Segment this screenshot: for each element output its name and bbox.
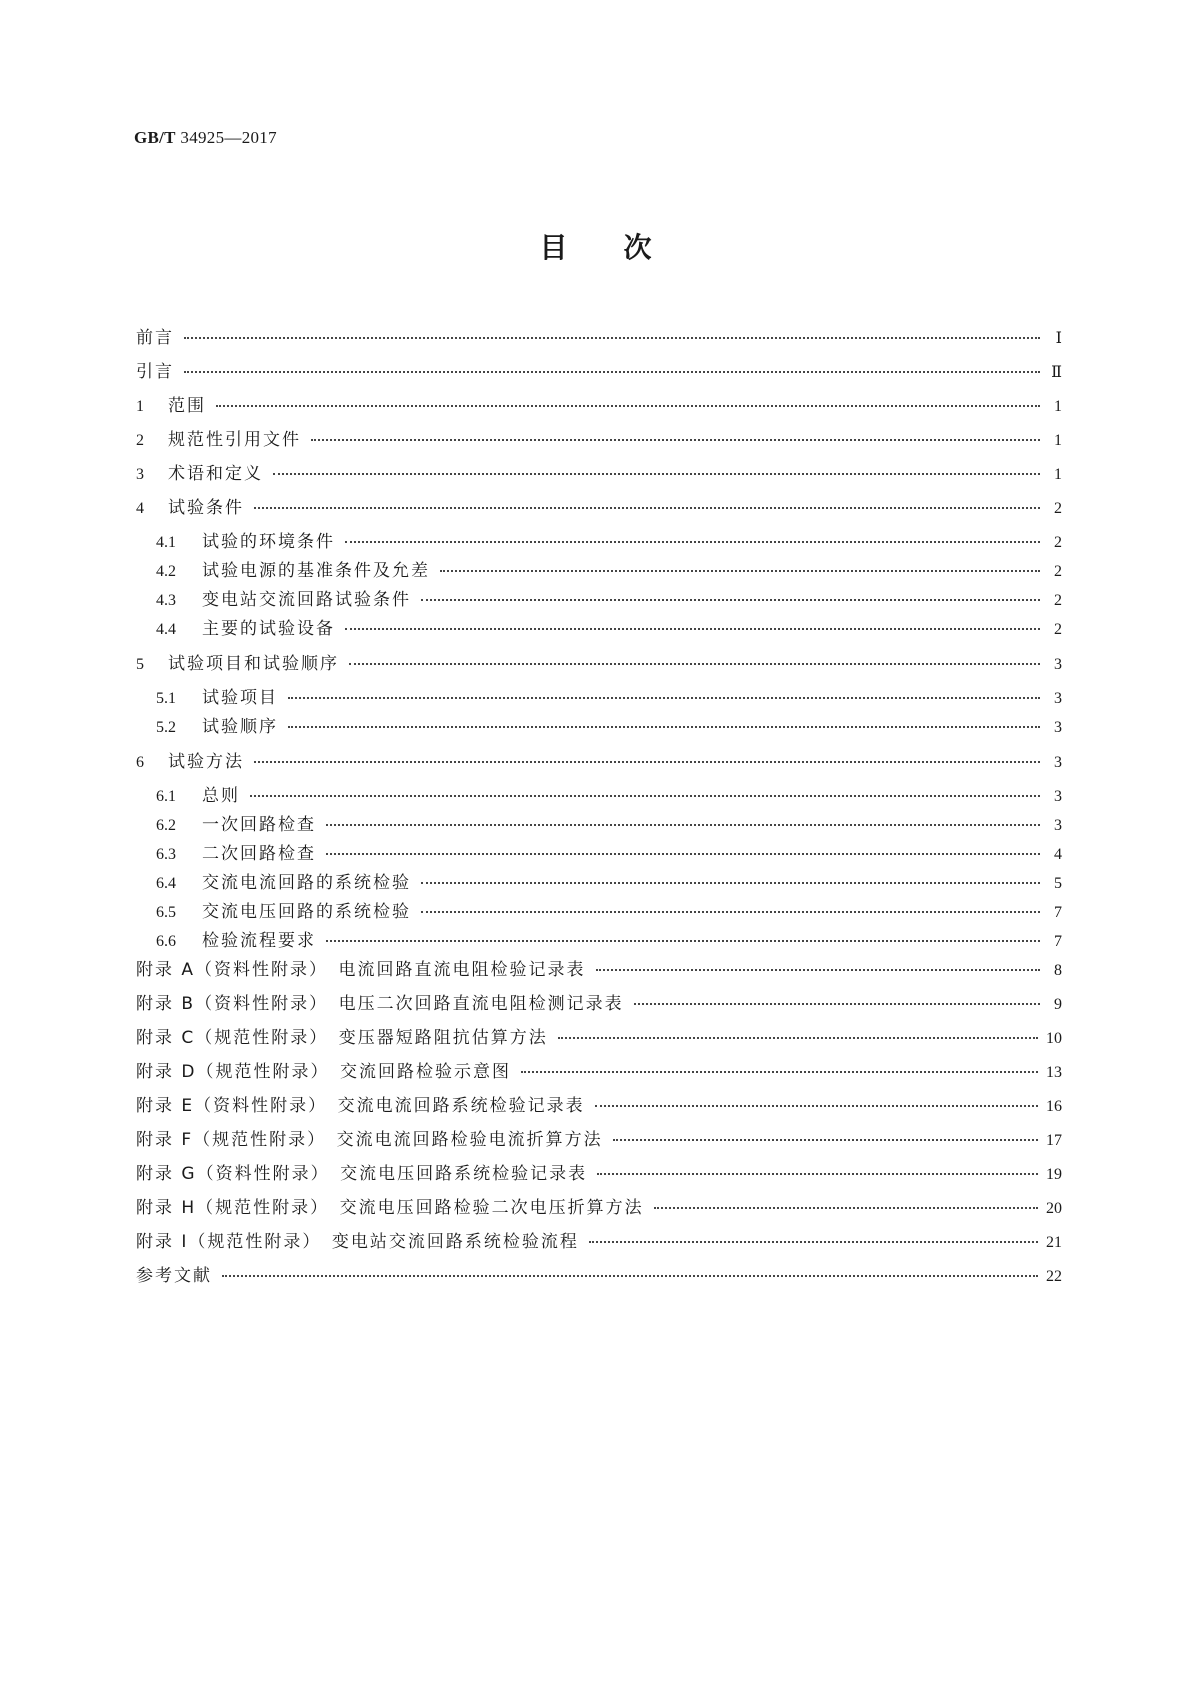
toc-entry[interactable] bbox=[136, 360, 1062, 384]
toc-entry-label: 规范性引用文件 bbox=[168, 430, 301, 450]
toc-entry-label: 附录 C（规范性附录） 变压器短路阻抗估算方法 bbox=[136, 1028, 548, 1048]
toc-dot-leader bbox=[596, 969, 1040, 971]
toc-entry-number: 4.3 bbox=[156, 592, 176, 609]
toc-entry[interactable] bbox=[156, 813, 1062, 837]
toc-entry-label: 参考文献 bbox=[136, 1266, 212, 1286]
toc-entry-number: 6 bbox=[136, 754, 144, 771]
toc-entry-label: 附录 D（规范性附录） 交流回路检验示意图 bbox=[136, 1062, 511, 1082]
toc-entry-page-number: 10 bbox=[1046, 1030, 1062, 1047]
toc-entry-label: 试验方法 bbox=[168, 752, 244, 772]
toc-entry[interactable] bbox=[136, 1230, 1062, 1254]
toc-entry-number: 2 bbox=[136, 432, 144, 449]
toc-entry-number: 3 bbox=[136, 466, 144, 483]
toc-entry-page-number: 2 bbox=[1054, 592, 1062, 609]
toc-entry-page-number: 2 bbox=[1054, 621, 1062, 638]
toc-entry-label: 试验顺序 bbox=[202, 717, 278, 737]
toc-entry-label: 二次回路检查 bbox=[202, 844, 316, 864]
toc-entry[interactable] bbox=[136, 394, 1062, 418]
toc-dot-leader bbox=[254, 507, 1040, 509]
toc-dot-leader bbox=[558, 1037, 1038, 1039]
toc-entry[interactable] bbox=[156, 929, 1062, 953]
toc-dot-leader bbox=[595, 1105, 1038, 1107]
toc-entry[interactable] bbox=[156, 559, 1062, 583]
toc-entry-label: 范围 bbox=[168, 396, 206, 416]
toc-entry-number: 1 bbox=[136, 398, 144, 415]
toc-entry[interactable] bbox=[136, 1060, 1062, 1084]
toc-entry[interactable] bbox=[136, 1264, 1062, 1288]
toc-entry[interactable] bbox=[136, 428, 1062, 452]
toc-entry-number: 6.3 bbox=[156, 846, 176, 863]
toc-entry[interactable] bbox=[136, 1128, 1062, 1152]
toc-entry-label: 试验条件 bbox=[168, 498, 244, 518]
toc-entry-number: 4 bbox=[136, 500, 144, 517]
toc-entry-page-number: 2 bbox=[1054, 563, 1062, 580]
toc-dot-leader bbox=[288, 726, 1040, 728]
toc-entry-label: 附录 A（资料性附录） 电流回路直流电阻检验记录表 bbox=[136, 960, 586, 980]
standard-number-header bbox=[134, 128, 277, 148]
toc-entry-page-number: 9 bbox=[1054, 996, 1062, 1013]
toc-entry[interactable] bbox=[156, 530, 1062, 554]
toc-entry-page-number: 2 bbox=[1054, 534, 1062, 551]
toc-entry-page-number: 7 bbox=[1054, 904, 1062, 921]
toc-entry-number: 6.5 bbox=[156, 904, 176, 921]
toc-entry-label: 试验项目 bbox=[202, 688, 278, 708]
toc-entry[interactable] bbox=[136, 326, 1062, 350]
toc-dot-leader bbox=[597, 1173, 1038, 1175]
toc-entry-label: 附录 F（规范性附录） 交流电流回路检验电流折算方法 bbox=[136, 1130, 603, 1150]
toc-entry[interactable] bbox=[136, 1162, 1062, 1186]
toc-entry-label: 变电站交流回路试验条件 bbox=[202, 590, 411, 610]
toc-entry-page-number: 1 bbox=[1054, 398, 1062, 415]
toc-entry[interactable] bbox=[156, 686, 1062, 710]
toc-entry[interactable] bbox=[136, 496, 1062, 520]
toc-dot-leader bbox=[521, 1071, 1038, 1073]
toc-entry[interactable] bbox=[156, 617, 1062, 641]
toc-entry[interactable] bbox=[136, 958, 1062, 982]
toc-entry-page-number: 3 bbox=[1054, 817, 1062, 834]
toc-entry-page-number: 3 bbox=[1054, 690, 1062, 707]
toc-entry-page-number: 3 bbox=[1054, 788, 1062, 805]
toc-entry-page-number: 1 bbox=[1054, 432, 1062, 449]
toc-title: 目次 bbox=[539, 231, 708, 264]
toc-entry-label: 附录 G（资料性附录） 交流电压回路系统检验记录表 bbox=[136, 1164, 588, 1184]
toc-entry-label: 交流电压回路的系统检验 bbox=[202, 902, 411, 922]
toc-entry-label: 附录 H（规范性附录） 交流电压回路检验二次电压折算方法 bbox=[136, 1198, 644, 1218]
toc-entry-label: 试验项目和试验顺序 bbox=[168, 654, 339, 674]
toc-dot-leader bbox=[222, 1275, 1038, 1277]
toc-entry[interactable] bbox=[136, 462, 1062, 486]
toc-dot-leader bbox=[250, 795, 1040, 797]
standard-number: 34925—2017 bbox=[180, 128, 277, 147]
toc-dot-leader bbox=[634, 1003, 1040, 1005]
toc-dot-leader bbox=[440, 570, 1040, 572]
toc-entry[interactable] bbox=[136, 750, 1062, 774]
toc-entry-page-number: 20 bbox=[1046, 1200, 1062, 1217]
toc-dot-leader bbox=[345, 628, 1040, 630]
toc-dot-leader bbox=[421, 911, 1040, 913]
toc-dot-leader bbox=[288, 697, 1040, 699]
toc-dot-leader bbox=[613, 1139, 1038, 1141]
toc-dot-leader bbox=[589, 1241, 1038, 1243]
toc-entry-label: 检验流程要求 bbox=[202, 931, 316, 951]
toc-entry-number: 4.2 bbox=[156, 563, 176, 580]
toc-entry[interactable] bbox=[156, 842, 1062, 866]
toc-entry[interactable] bbox=[136, 1196, 1062, 1220]
toc-entry[interactable] bbox=[156, 784, 1062, 808]
toc-entry-label: 附录 E（资料性附录） 交流电流回路系统检验记录表 bbox=[136, 1096, 585, 1116]
toc-entry-number: 5 bbox=[136, 656, 144, 673]
toc-entry-page-number: 5 bbox=[1054, 875, 1062, 892]
toc-entry-label: 前言 bbox=[136, 328, 174, 348]
toc-entry-label: 一次回路检查 bbox=[202, 815, 316, 835]
toc-entry-page-number: 13 bbox=[1046, 1064, 1062, 1081]
toc-entry-page-number: 16 bbox=[1046, 1098, 1062, 1115]
toc-entry-label: 附录 I（规范性附录） 变电站交流回路系统检验流程 bbox=[136, 1232, 579, 1252]
toc-dot-leader bbox=[254, 761, 1040, 763]
toc-entry-page-number: 19 bbox=[1046, 1166, 1062, 1183]
toc-entry-number: 5.1 bbox=[156, 690, 176, 707]
toc-entry-number: 4.1 bbox=[156, 534, 176, 551]
toc-entry-label: 试验电源的基准条件及允差 bbox=[202, 561, 430, 581]
toc-entry-label: 试验的环境条件 bbox=[202, 532, 335, 552]
toc-entry-page-number: Ⅱ bbox=[1051, 364, 1062, 381]
toc-entry-label: 引言 bbox=[136, 362, 174, 382]
standard-prefix: GB/T bbox=[134, 128, 176, 147]
toc-entry-number: 6.4 bbox=[156, 875, 176, 892]
toc-entry-number: 6.6 bbox=[156, 933, 176, 950]
toc-dot-leader bbox=[273, 473, 1040, 475]
toc-entry[interactable] bbox=[156, 715, 1062, 739]
toc-entry-label: 主要的试验设备 bbox=[202, 619, 335, 639]
toc-entry-page-number: 3 bbox=[1054, 656, 1062, 673]
toc-dot-leader bbox=[326, 853, 1040, 855]
toc-dot-leader bbox=[326, 824, 1040, 826]
toc-dot-leader bbox=[421, 882, 1040, 884]
toc-entry-page-number: Ⅰ bbox=[1055, 330, 1062, 347]
toc-entry-label: 术语和定义 bbox=[168, 464, 263, 484]
toc-entry[interactable] bbox=[156, 588, 1062, 612]
toc-entry-number: 6.1 bbox=[156, 788, 176, 805]
toc-dot-leader bbox=[421, 599, 1040, 601]
toc-dot-leader bbox=[349, 663, 1040, 665]
toc-entry-number: 6.2 bbox=[156, 817, 176, 834]
toc-dot-leader bbox=[216, 405, 1040, 407]
toc-entry-number: 4.4 bbox=[156, 621, 176, 638]
toc-entry-page-number: 3 bbox=[1054, 719, 1062, 736]
toc-entry[interactable] bbox=[156, 871, 1062, 895]
toc-dot-leader bbox=[184, 337, 1040, 339]
toc-entry-label: 交流电流回路的系统检验 bbox=[202, 873, 411, 893]
toc-entry-page-number: 17 bbox=[1046, 1132, 1062, 1149]
toc-entry-page-number: 2 bbox=[1054, 500, 1062, 517]
toc-entry-page-number: 4 bbox=[1054, 846, 1062, 863]
toc-entry-number: 5.2 bbox=[156, 719, 176, 736]
toc-entry[interactable] bbox=[136, 1094, 1062, 1118]
toc-entry[interactable] bbox=[136, 992, 1062, 1016]
toc-entry-page-number: 7 bbox=[1054, 933, 1062, 950]
toc-entry-label: 总则 bbox=[202, 786, 240, 806]
toc-dot-leader bbox=[654, 1207, 1038, 1209]
toc-entry[interactable] bbox=[136, 652, 1062, 676]
toc-dot-leader bbox=[311, 439, 1040, 441]
toc-entry-label: 附录 B（资料性附录） 电压二次回路直流电阻检测记录表 bbox=[136, 994, 624, 1014]
toc-entry[interactable] bbox=[156, 900, 1062, 924]
toc-entry-page-number: 8 bbox=[1054, 962, 1062, 979]
toc-dot-leader bbox=[345, 541, 1040, 543]
toc-entry[interactable] bbox=[136, 1026, 1062, 1050]
toc-entry-page-number: 21 bbox=[1046, 1234, 1062, 1251]
toc-entry-page-number: 1 bbox=[1054, 466, 1062, 483]
toc-dot-leader bbox=[326, 940, 1040, 942]
toc-entry-page-number: 22 bbox=[1046, 1268, 1062, 1285]
toc-dot-leader bbox=[184, 371, 1040, 373]
toc-entry-page-number: 3 bbox=[1054, 754, 1062, 771]
